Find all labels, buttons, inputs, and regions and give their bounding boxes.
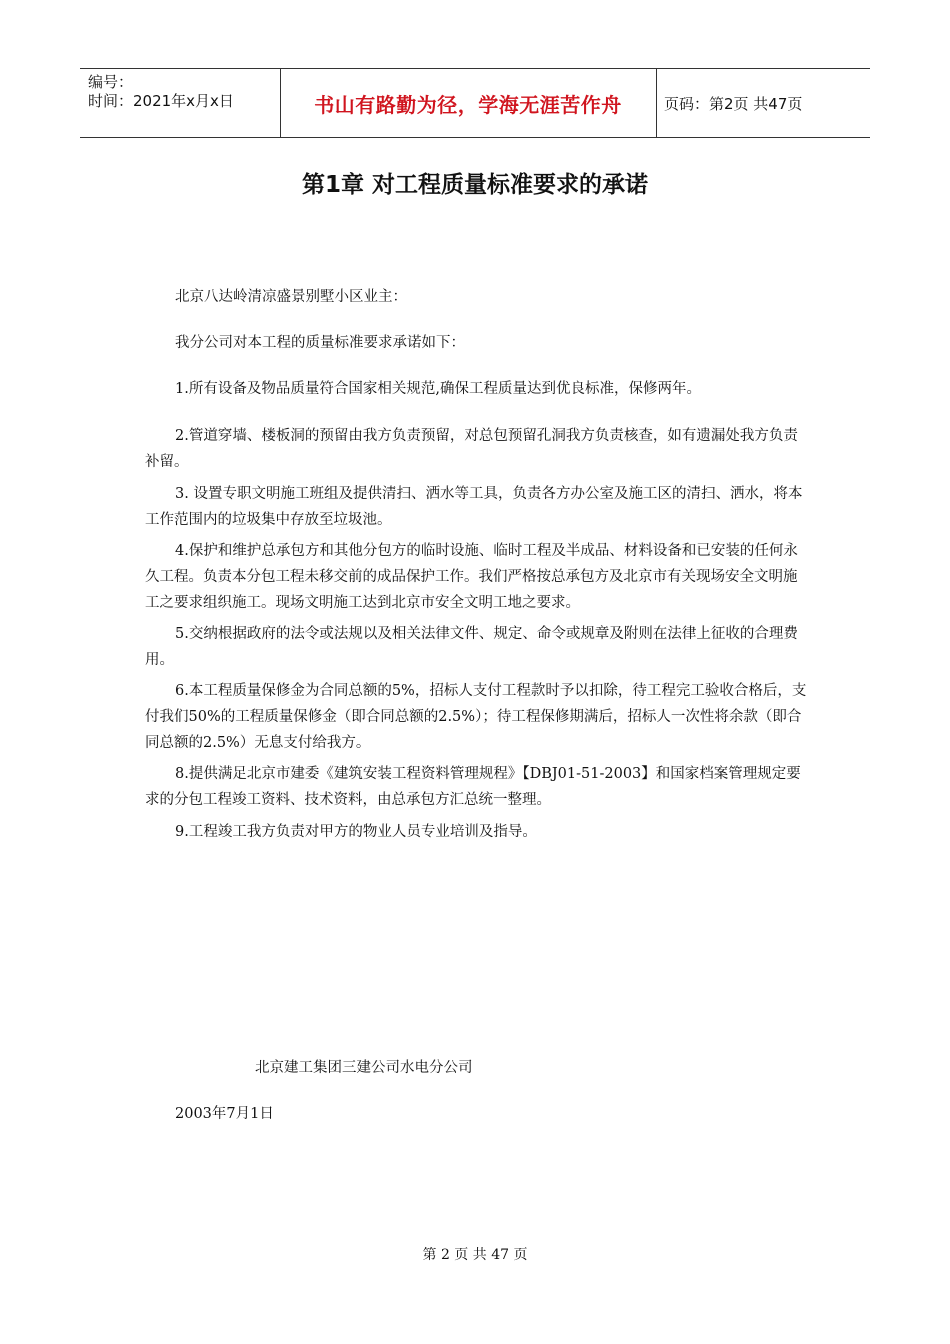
header-divider-right (656, 69, 657, 137)
chapter-title: 第1章 对工程质量标准要求的承诺 (301, 172, 648, 198)
commitment-item-1: 1.所有设备及物品质量符合国家相关规范,确保工程质量达到优良标准，保修两年。 (175, 381, 701, 397)
signature-date: 2003年7月1日 (175, 1106, 274, 1122)
commitment-item-4: 4.保护和维护总承包方和其他分包方的临时设施、临时工程及半成品、材料设备和已安装的任何永久工程。负责本分包工程未移交前的成品保护工作。我们严格按总承包方及北京市有关现场安全文明施工之要求组织施工。现场文明施工达到北京市安全文明工地之要求。 (145, 543, 798, 611)
footer-page-number: 第 2 页 共 47 页 (422, 1247, 528, 1263)
intro-text: 我分公司对本工程的质量标准要求承诺如下： (175, 335, 465, 351)
commitment-item-6: 6.本工程质量保修金为合同总额的5%，招标人支付工程款时予以扣除，待工程完工验收合格后，支付我们50%的工程质量保修金（即合同总额的2.5%）；待工程保修期满后，招标人一次性将余款（即合同总额的2.5%）无息支付给我方。 (145, 683, 807, 751)
commitment-item-5: 5.交纳根据政府的法令或法规以及相关法律文件、规定、命令或规章及附则在法律上征收的合理费用。 (145, 626, 798, 668)
commitment-item-9: 9.工程竣工我方负责对甲方的物业人员专业培训及指导。 (175, 824, 537, 840)
header-meta (80, 69, 280, 137)
header-motto: 书山有路勤为径，学海无涯苦作舟 (314, 92, 622, 117)
code-label: 编号： (88, 73, 134, 91)
signature-company: 北京建工集团三建公司水电分公司 (255, 1060, 473, 1076)
date-line: 时间：2021年x月x日 (88, 92, 234, 110)
header-divider-left (280, 69, 281, 137)
commitment-item-3: 3. 设置专职文明施工班组及提供清扫、洒水等工具，负责各方办公室及施工区的清扫、洒水，将本工作范围内的垃圾集中存放至垃圾池。 (145, 486, 803, 528)
header-page-info: 页码：第2页 共47页 (664, 94, 803, 113)
page-header (80, 68, 870, 138)
salutation: 北京八达岭清凉盛景别墅小区业主： (175, 289, 407, 305)
commitment-item-2: 2.管道穿墙、楼板洞的预留由我方负责预留，对总包预留孔洞我方负责核查，如有遗漏处我方负责补留。 (145, 428, 798, 470)
commitment-item-8: 8.提供满足北京市建委《建筑安装工程资料管理规程》【DBJ01-51-2003】和国家档案管理规定要求的分包工程竣工资料、技术资料，由总承包方汇总统一整理。 (145, 766, 801, 808)
